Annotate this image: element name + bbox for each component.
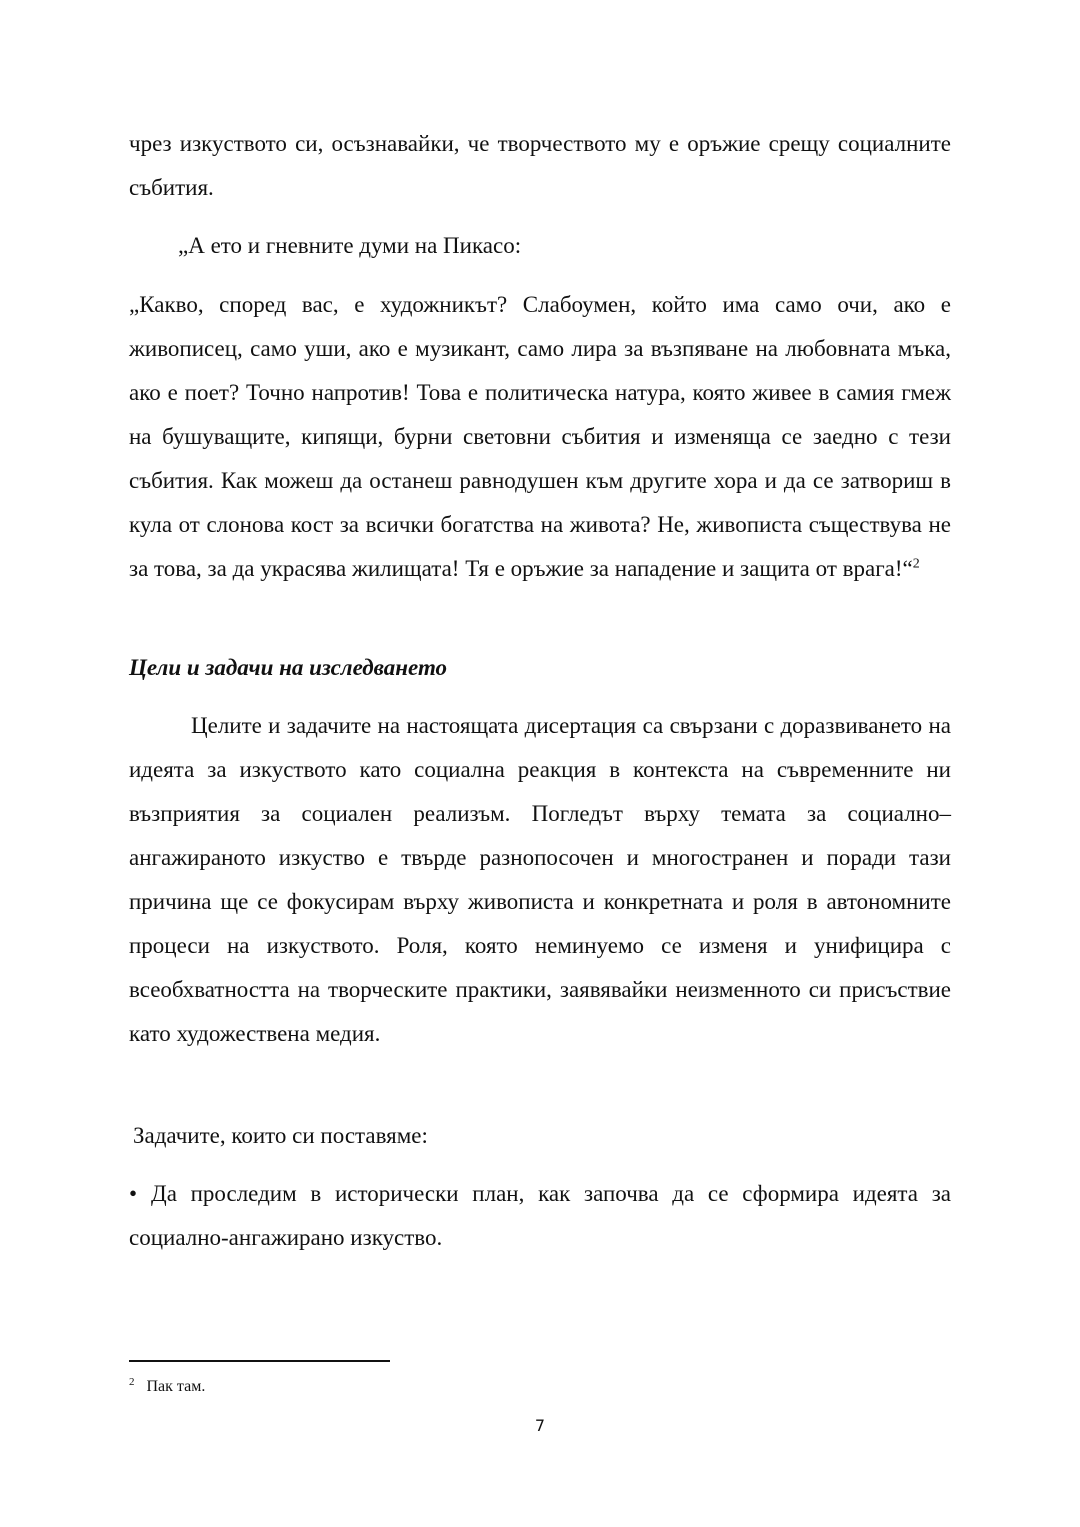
bullet-item-text: Да проследим в исторически план, как започва да се сформира идеята за социално-ангажирано изкуство. <box>129 1181 951 1250</box>
paragraph-picasso-intro: „А ето и гневните думи на Пикасо: <box>178 233 522 258</box>
footnote-divider <box>129 1360 390 1362</box>
picasso-quote-text: „Какво, според вас, е художникът? Слабоумен, който има само очи, ако е живописец, само уши, ако е музикант, само лира за възпяване на любовната мъка, ако е поет? Точно напротив! Това е политическа натура, която живее в самия гмеж на бушуващите, кипящи, бурни световни събития и изменяща се заедно с тези събития. Как можеш да останеш равнодушен към другите хора и да се затвориш в кула от слонова кост за всички богатства на живота? Не, живописта съществува не за това, за да украсява жилищата! Тя е оръжие за нападение и защита от врага!“ <box>129 292 951 581</box>
bullet-icon: • <box>129 1181 138 1206</box>
footnote-reference[interactable]: 2 <box>912 556 920 572</box>
page-number: 7 <box>534 1416 546 1435</box>
paragraph-tasks-intro: Задачите, които си поставяме: <box>133 1123 428 1148</box>
section-heading: Цели и задачи на изследването <box>129 655 448 680</box>
paragraph-goals: Целите и задачите на настоящата дисертация са свързани с доразвиването на идеята за изкуството като социална реакция в контекста на съвременните ни възприятия за социален реализъм. Погледът върху темата за социално–ангажираното изкуство е твърде разнопосочен и многостранен и поради тази причина ще се фокусирам върху живописта и конкретната и роля в автономните процеси на изкуството. Роля, която неминуемо се изменя и унифицира с всеобхватността на творческите практики, заявявайки неизменното си присъствие като художествена медия. <box>129 713 951 1046</box>
bullet-item <box>129 1172 951 1260</box>
footnote-text: Пак там. <box>146 1378 206 1395</box>
footnote <box>129 1374 205 1400</box>
paragraph-intro: чрез изкуството си, осъзнавайки, че творчеството му е оръжие срещу социалните събития. <box>129 131 951 200</box>
footnote-number: 2 <box>129 1375 135 1388</box>
picasso-quote <box>129 283 951 591</box>
